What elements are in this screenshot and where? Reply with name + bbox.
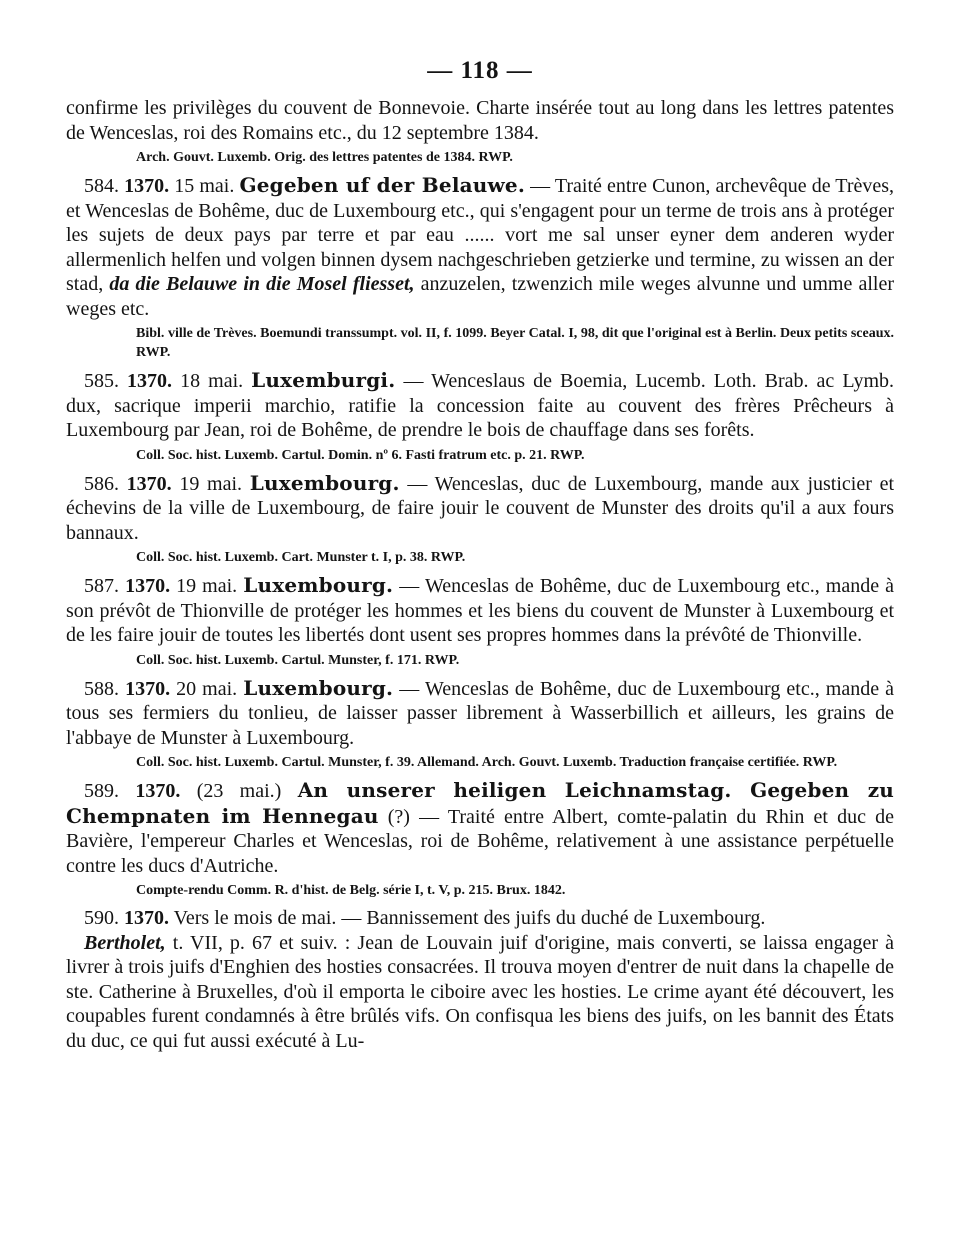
entry-date: (23 mai.) [196, 780, 282, 802]
entry-source: Coll. Soc. hist. Luxemb. Cartul. Munster, f. 171. RWP. [136, 652, 460, 668]
entry-587 [66, 573, 894, 648]
entry-text: — Wenceslas, duc de Luxembourg, mande aux justicier et échevins de la ville de Luxembourg, de faire jouir le couvent de Munster des droits qu'il a aux fours bannaux. [66, 472, 894, 544]
entry-590 [66, 906, 894, 931]
entry-year: 1370. [135, 780, 181, 802]
entry-place: Luxemburgi. [251, 368, 396, 392]
entry-year: 1370. [125, 677, 171, 700]
entry-year: 1370. [127, 370, 173, 392]
entry-text: — Traité entre Cunon, archevêque de Trèves, et Wenceslas de Bohême, duc de Luxembourg etc., qui s'engagent pour un terme de trois ans à protéger les sujets de deux pays par terre et par eau ...... vort me sal unser eyner dem anderen wyder allermenlich helfen und volgen binnen dysem nachgeschrieben getzierke und termine, zu wissen an der stad, [66, 175, 895, 295]
intro-source: Arch. Gouvt. Luxemb. Orig. des lettres patentes de 1384. RWP. [136, 150, 513, 165]
entry-date: 15 mai. [174, 175, 235, 197]
entry-585 [66, 368, 894, 443]
entry-584 [66, 173, 894, 321]
entry-date: 18 mai. [180, 370, 244, 392]
entry-text: — Wenceslaus de Boemia, Lucemb. Loth. Brab. ac Lymb. dux, sacrique imperii marchio, ratifie la concession faite au couvent des frères Prêcheurs à Luxembourg par Jean, roi de Bohême, de prendre le bois de chauffage dans ses forêts. [66, 370, 895, 441]
intro-text: confirme les privilèges du couvent de Bonnevoie. Charte insérée tout au long dans les lettres patentes de Wenceslas, roi des Romains etc., du 12 septembre 1384. [66, 97, 894, 144]
entry-number: 588. [84, 677, 119, 700]
entry-year: 1370. [126, 472, 172, 495]
entry-place: Gegeben uf der Belauwe. [239, 173, 526, 197]
entry-589 [66, 778, 894, 878]
entry-text: — Wenceslas de Bohême, duc de Luxembourg etc., mande à tous ses fermiers du tonlieu, de laisser passer librement à Wasserbillich et ailleurs, les grains de l'abbaye de Munster à Luxembourg. [66, 677, 895, 749]
entry-source: Coll. Soc. hist. Luxemb. Cartul. Munster, f. 39. Allemand. Arch. Gouvt. Luxemb. Traduction française certifiée. RWP. [136, 755, 838, 770]
entry-place: Luxembourg. [243, 573, 394, 597]
entry-text: — Wenceslas de Bohême, duc de Luxembourg etc., mande à son prévôt de Thionville de protéger les hommes et les biens du couvent de Munster à Luxembourg et de les faire jouir de toutes les libertés dont usent ses propres hommes dans la prévôté de Thionville. [66, 575, 895, 646]
entry-place: Luxembourg. [249, 470, 400, 495]
entry-date: 19 mai. [179, 472, 243, 495]
entry-text: (?) — Traité entre Albert, comte-palatin du Rhin et duc de Bavière, l'empereur Charles et Wenceslas, roi de Bohême, relativement à une assistance perpétuelle contre les ducs d'Autriche. [66, 805, 894, 877]
entry-586 [66, 471, 894, 546]
entry-source: Coll. Soc. hist. Luxemb. Cart. Munster t. I, p. 38. RWP. [136, 550, 466, 565]
entry-number: 586. [84, 472, 119, 495]
entry-text-italic: da die Belauwe in die Mosel fliesset, [109, 273, 415, 295]
page-number: — 118 — [427, 57, 533, 84]
entry-year: 1370. [125, 575, 171, 597]
entry-date: 19 mai. [176, 575, 238, 597]
entry-date: 20 mai. [176, 677, 238, 700]
entry-number: 585. [84, 370, 119, 392]
entry-number: 584. [84, 175, 119, 197]
entry-source: Compte-rendu Comm. R. d'hist. de Belg. série I, t. V, p. 215. Brux. 1842. [136, 883, 566, 898]
entry-date: Vers le mois de mai. [173, 907, 337, 929]
entry-number: 590. [84, 907, 119, 929]
entry-source: Coll. Soc. hist. Luxemb. Cartul. Domin. nº 6. Fasti fratrum etc. p. 21. RWP. [136, 447, 585, 463]
entry-place: An unserer heiligen Leichnamstag. Gegeben zu Chempnaten im Hennegau [66, 778, 895, 828]
entry-text-end: anzuzelen, tzwenzich mile weges alvunne und umme aller weges etc. [66, 273, 894, 320]
entry-author-text: t. VII, p. 67 et suiv. : Jean de Louvain juif d'origine, mais converti, se laissa engager à livrer à trois juifs d'Enghien des hosties consacrées. Il trouva moyen d'entrer de nuit dans la chapelle de ste. Catherine à Bruxelles, d'où il emporta le ciboire avec les hosties. Le crime ayant été découvert, les coupables furent condamnés à être brûlés vifs. On confisqua les biens des juifs, on les bannit des États du duc, ce qui fut aussi exécuté à Lu- [66, 931, 894, 1052]
entry-number: 587. [84, 575, 119, 597]
entry-place: Luxembourg. [243, 675, 394, 700]
entry-590-body [66, 931, 894, 1054]
entry-year: 1370. [124, 907, 169, 929]
entry-source: Bibl. ville de Trèves. Boemundi transsumpt. vol. II, f. 1099. Beyer Catal. I, 98, dit que l'original est à Berlin. Deux petits sceaux. RWP. [136, 326, 894, 360]
entry-author: Bertholet, [84, 931, 166, 954]
entry-588 [66, 676, 894, 751]
entry-text: — Bannissement des juifs du duché de Luxembourg. [336, 907, 766, 929]
entry-number: 589. [84, 780, 119, 802]
entry-year: 1370. [124, 175, 170, 197]
